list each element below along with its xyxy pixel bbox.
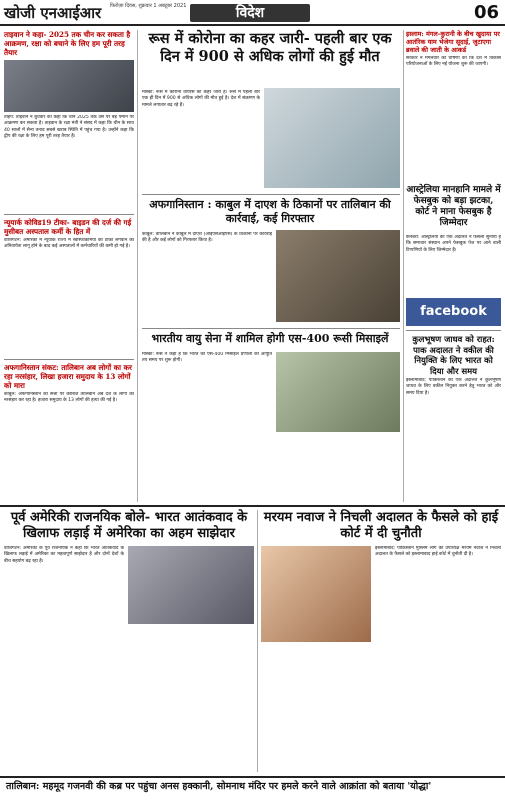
- divider: [4, 214, 134, 215]
- headline-jadhav: कुलभूषण जाधव को राहत: पाक अदालत ने वकील की नियुक्ति के लिए भारत को दिया और समय: [412, 334, 495, 376]
- body-taiwan: ताइपे: ताइवान ने बुधवार को कहा कि चीन 2025 तक उस पर बड़े पैमाने पर आक्रमण कर सकता है। ताइवान के रक्षा मंत्री ने संसद में कहा कि चीन के साथ 40 सालों में सैन्य तनाव सबसे खराब स्थिति में पहुंच गया है। उन्होंने कहा कि द्वीप की रक्षा के लिए हम पूरी तरह तैयार हैं।: [4, 115, 134, 140]
- photo-diplomat: [128, 546, 254, 624]
- footer-headline: तालिबान: महमूद गजनवी की कब्र पर पहुंचा अनस हक्कानी, सोमनाथ मंदिर पर हमले करने वाले आक्रांता को बताया 'योद्धा': [0, 776, 505, 800]
- body-kabul: काबुल: तालिबान ने काबुल में दाएश (आईएसआईएस) के ठिकानों पर कार्रवाई की है और कई लोगों को गिरफ्तार किया है।: [142, 232, 272, 244]
- photo-maryam: [261, 546, 371, 642]
- date-line: फिरोज़ा दिवस, शुक्रवार 1 अक्टूबर 2021: [110, 3, 187, 9]
- body-right-1: सरकार ने मंगलवार को घोषणा की कि देश में विकास परियोजनाओं के लिए नई योजना शुरू की जाएगी।: [406, 56, 501, 68]
- body-maryam: इस्लामाबाद: पाकिस्तान मुस्लिम लीग की उपाध्यक्ष मरयम नवाज ने निचली अदालत के फैसले को इस्लामाबाद हाई कोर्ट में चुनौती दी है।: [375, 546, 501, 558]
- column-rule: [403, 30, 404, 502]
- facebook-logo-image: facebook: [406, 298, 501, 326]
- headline-taiwan: ताइवान ने कहा- 2025 तक चीन कर सकता है आक्रमण, रक्षा को बचाने के लिए हम पूरी तरह तैयार: [4, 30, 131, 57]
- headline-newyork: न्यूयार्क कोविड19 टीका- बाइडन की दर्ज की गई मुसीबत अस्पताल कर्मी के हित में: [4, 218, 132, 236]
- divider: [142, 328, 400, 329]
- column-rule: [137, 30, 138, 502]
- headline-kabul: अफगानिस्तान : काबुल में दाएश के ठिकानों पर तालिबान की कार्रवाई, कई गिरफ्तार: [149, 198, 391, 225]
- left-column: [4, 30, 134, 502]
- body-jadhav: इस्लामाबाद: पाकिस्तान की एक अदालत ने कुलभूषण जाधव के लिए वकील नियुक्त करने हेतु भारत को और समय दिया है।: [406, 378, 501, 396]
- masthead: [0, 0, 505, 26]
- section-rule: [0, 505, 505, 507]
- body-australia: कैनबरा: ऑस्ट्रेलिया की एक अदालत ने फैसला सुनाया है कि समाचार संस्थान अपने फेसबुक पेज पर आने वाली टिप्पणियों के लिए जिम्मेदार हैं।: [406, 235, 501, 253]
- main-headline: रूस में कोरोना का कहर जारी- पहली बार एक दिन में 900 से अधिक लोगों की हुई मौत: [148, 30, 392, 65]
- photo-hospital: [264, 88, 400, 188]
- body-s400: मास्को: रूस ने कहा है कि भारत को एस-400 मिसाइल प्रणाली की आपूर्ति तय समय पर शुरू होगी।: [142, 352, 272, 364]
- body-newyork: वाशिंगटन: अमेरिका में न्यूयार्क राज्य में स्वास्थ्यकर्मियों को टीका लगवाने की अनिवार्यता लागू होने के बाद कई अस्पतालों में कर्मचारियों की कमी हो गई है।: [4, 238, 134, 250]
- divider: [406, 330, 501, 331]
- headline-us-diplomat: पूर्व अमेरिकी राजनयिक बोले- भारत आतंकवाद के खिलाफ लड़ाई में अमेरिका का अहम साझेदार: [10, 510, 248, 541]
- body-hazara: काबुल: अफगानिस्तान की सत्ता पर काबिज तालिबान अब देश के लोगों का नरसंहार कर रहा है। हजारा समुदाय के 13 लोगों की हत्या की गई है।: [4, 392, 134, 404]
- section-title: विदेश: [190, 4, 310, 22]
- photo-taiwan: [4, 60, 134, 112]
- headline-australia: आस्ट्रेलिया मानहानि मामले में फेसबुक को बड़ा झटका, कोर्ट ने माना फेसबुक है जिम्मेदार: [406, 185, 501, 228]
- headline-hazara: अफगानिस्तान संकट: तालिबान अब लोगों का कर रहा नरसंहार, लिखा हजारा समुदाय के 13 लोगों को मारा: [4, 363, 132, 390]
- column-rule: [257, 510, 258, 772]
- headline-right-1: इस्लाम: मंगल-कुरानी के बीच खुदाया पर आतंरिक याम भेजेगा सूदाई, जुटाएगा ब्रवाले की जाती के आकर्ड: [406, 30, 500, 54]
- body-us-diplomat: वाशिंगटन: अमेरिका के पूर्व राजनयिक ने कहा कि भारत आतंकवाद के खिलाफ लड़ाई में अमेरिका का महत्वपूर्ण साझेदार है और दोनों देशों के बीच सहयोग बढ़ रहा है।: [4, 546, 124, 564]
- main-body: मास्को: रूस में कोरोना वायरस का कहर जारी है। रूस में पहली बार एक ही दिन में 900 से अधिक लोगों की मौत हुई है। देश में संक्रमण के मामले लगातार बढ़ रहे हैं।: [142, 90, 260, 108]
- photo-missile: [276, 352, 400, 432]
- photo-taliban: [276, 230, 400, 322]
- newspaper-logo: खोजी एनआईआर: [4, 4, 102, 22]
- divider: [4, 359, 134, 360]
- divider: [142, 194, 400, 195]
- headline-s400: भारतीय वायु सेना में शामिल होगी एस-400 रूसी मिसाइलें: [151, 332, 389, 345]
- headline-maryam: मरयम नवाज ने निचली अदालत के फैसले को हाई कोर्ट में दी चुनौती: [263, 510, 499, 541]
- page-number: 06: [473, 2, 499, 23]
